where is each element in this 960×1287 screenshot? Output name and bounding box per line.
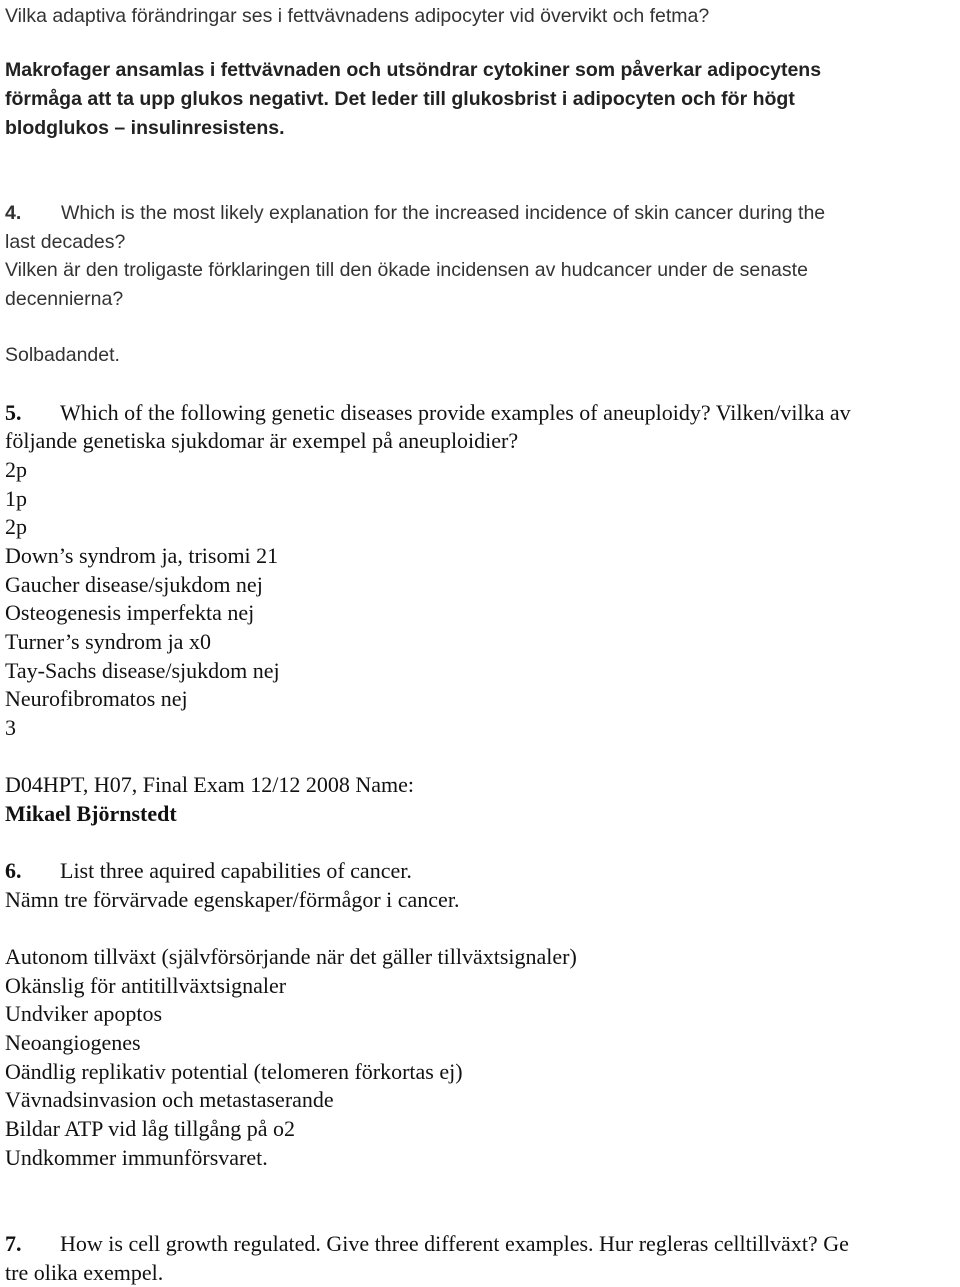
answer-item: Undkommer immunförsvaret. (5, 1145, 268, 1170)
question-4-line-2: last decades? (5, 231, 126, 253)
question-4-answer: Solbadandet. (5, 344, 120, 366)
answer-item: Autonom tillväxt (självförsörjande när det gäller tillväxtsignaler) (5, 944, 577, 969)
answer-item: Vävnadsinvasion och metastaserande (5, 1087, 334, 1112)
points-label: 1p (5, 486, 27, 511)
student-name: Mikael Björnstedt (5, 801, 177, 826)
question-7-line-2: tre olika exempel. (5, 1260, 164, 1285)
intro-answer-line-1: Makrofager ansamlas i fettvävnaden och utsöndrar cytokiner som påverkar adipocytens (5, 59, 822, 81)
answer-item: Down’s syndrom ja, trisomi 21 (5, 543, 279, 568)
question-5-line-2: följande genetiska sjukdomar är exempel på aneuploidier? (5, 428, 519, 453)
question-6-text: List three aquired capabilities of cancer. (60, 858, 412, 883)
question-5-line-1 (5, 399, 851, 427)
question-7-number: 7. (5, 1231, 22, 1256)
intro-answer-line-2: förmåga att ta upp glukos negativt. Det leder till glukosbrist i adipocyten och för högt (5, 88, 795, 110)
question-4-line-1 (5, 199, 825, 227)
exam-header: D04HPT, H07, Final Exam 12/12 2008 Name: (5, 772, 414, 797)
answer-item: Undviker apoptos (5, 1001, 163, 1026)
intro-question: Vilka adaptiva förändringar ses i fettvävnadens adipocyter vid övervikt och fetma? (5, 5, 710, 27)
question-4-line-3: Vilken är den troligaste förklaringen till den ökade incidensen av hudcancer under de senaste (5, 259, 808, 281)
answer-item: Okänslig för antitillväxtsignaler (5, 973, 287, 998)
answer-item: Gaucher disease/sjukdom nej (5, 572, 263, 597)
question-7-text: How is cell growth regulated. Give three different examples. Hur regleras celltillväxt? Ge (60, 1231, 849, 1256)
answer-item: Bildar ATP vid låg tillgång på o2 (5, 1116, 296, 1141)
question-6-line-2: Nämn tre förvärvade egenskaper/förmågor i cancer. (5, 887, 460, 912)
question-5-text: Which of the following genetic diseases provide examples of aneuploidy? Vilken/vilka av (60, 400, 851, 425)
page-number: 3 (5, 715, 16, 740)
answer-item: Tay-Sachs disease/sjukdom nej (5, 658, 280, 683)
answer-item: Oändlig replikativ potential (telomeren förkortas ej) (5, 1059, 463, 1084)
question-4-number: 4. (5, 202, 22, 224)
answer-item: Turner’s syndrom ja x0 (5, 629, 211, 654)
points-label: 2p (5, 457, 27, 482)
question-6-number: 6. (5, 858, 22, 883)
question-7-line-1 (5, 1230, 849, 1258)
answer-item: Neoangiogenes (5, 1030, 141, 1055)
question-5-number: 5. (5, 400, 22, 425)
question-6-line-1 (5, 857, 412, 885)
question-4-text: Which is the most likely explanation for the increased incidence of skin cancer during the (61, 202, 826, 224)
answer-item: Osteogenesis imperfekta nej (5, 600, 255, 625)
question-4-line-4: decennierna? (5, 288, 124, 310)
intro-answer-line-3: blodglukos – insulinresistens. (5, 117, 285, 139)
answer-item: Neurofibromatos nej (5, 686, 188, 711)
points-label: 2p (5, 514, 27, 539)
